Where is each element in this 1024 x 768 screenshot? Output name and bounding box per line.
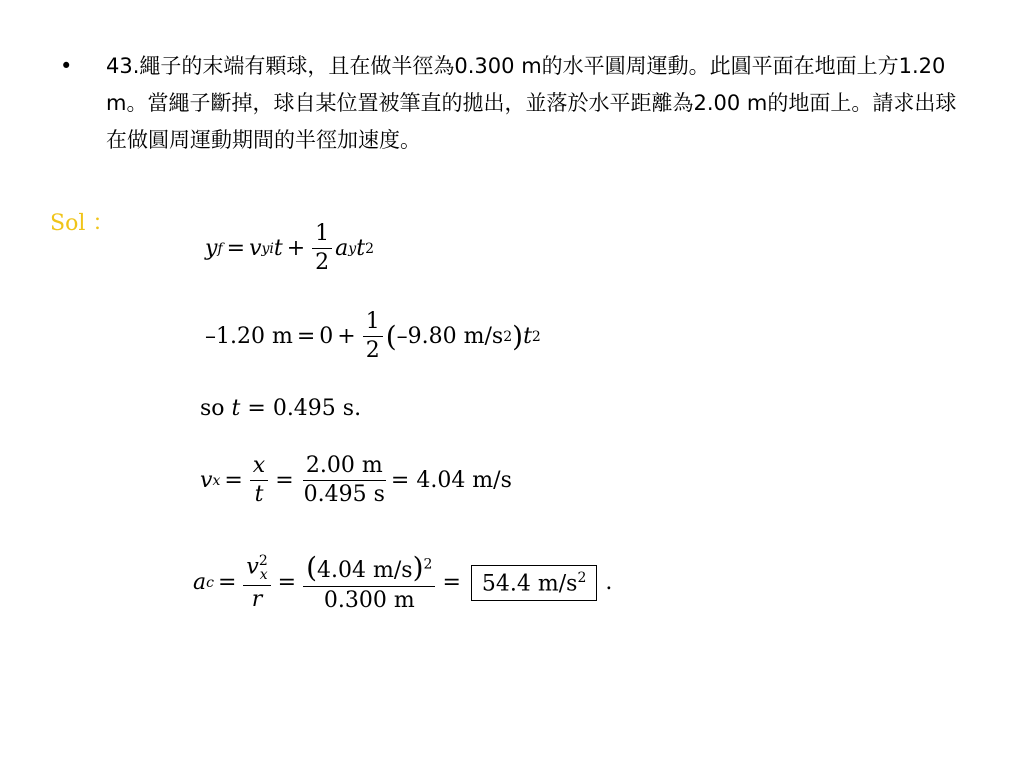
equation-horizontal-velocity: v x = $\frac{x}{t}$ = $\frac{2.00 m}{0.495 s}$ = 4.04 m/s [200,453,512,508]
problem-text: 43.繩子的末端有顆球，且在做半徑為0.300 m的水平圓周運動。此圓平面在地面上方1.20 m。當繩子斷掉，球自某位置被筆直的拋出，並落於水平距離為2.00 m的地面上。請求出球在做圓周運動期間的半徑加速度。 [106,54,957,152]
bullet-marker: • [60,54,73,78]
equation-centripetal-acceleration: a c = $\frac{v^2_x}{r}$ = $\frac{(4.04 m/s)^2}{0.300 m}$ = 54.4 $m/s^2$ . [193,551,613,613]
equation-kinematic-substituted: –1.20 m = 0 + $\frac{1}{2}$ ( –9.80 m/s 2 ) t 2 [205,309,541,364]
equation-kinematic-general: y f = v yi t + $\frac{1}{2}$ a y t 2 [205,221,374,276]
answer-box: 54.4 $m/s^2$ [471,565,597,601]
equation-time-result: so t = 0.495 s. [200,396,362,421]
solution-label: Sol ： [50,211,115,236]
problem-statement [60,48,960,159]
